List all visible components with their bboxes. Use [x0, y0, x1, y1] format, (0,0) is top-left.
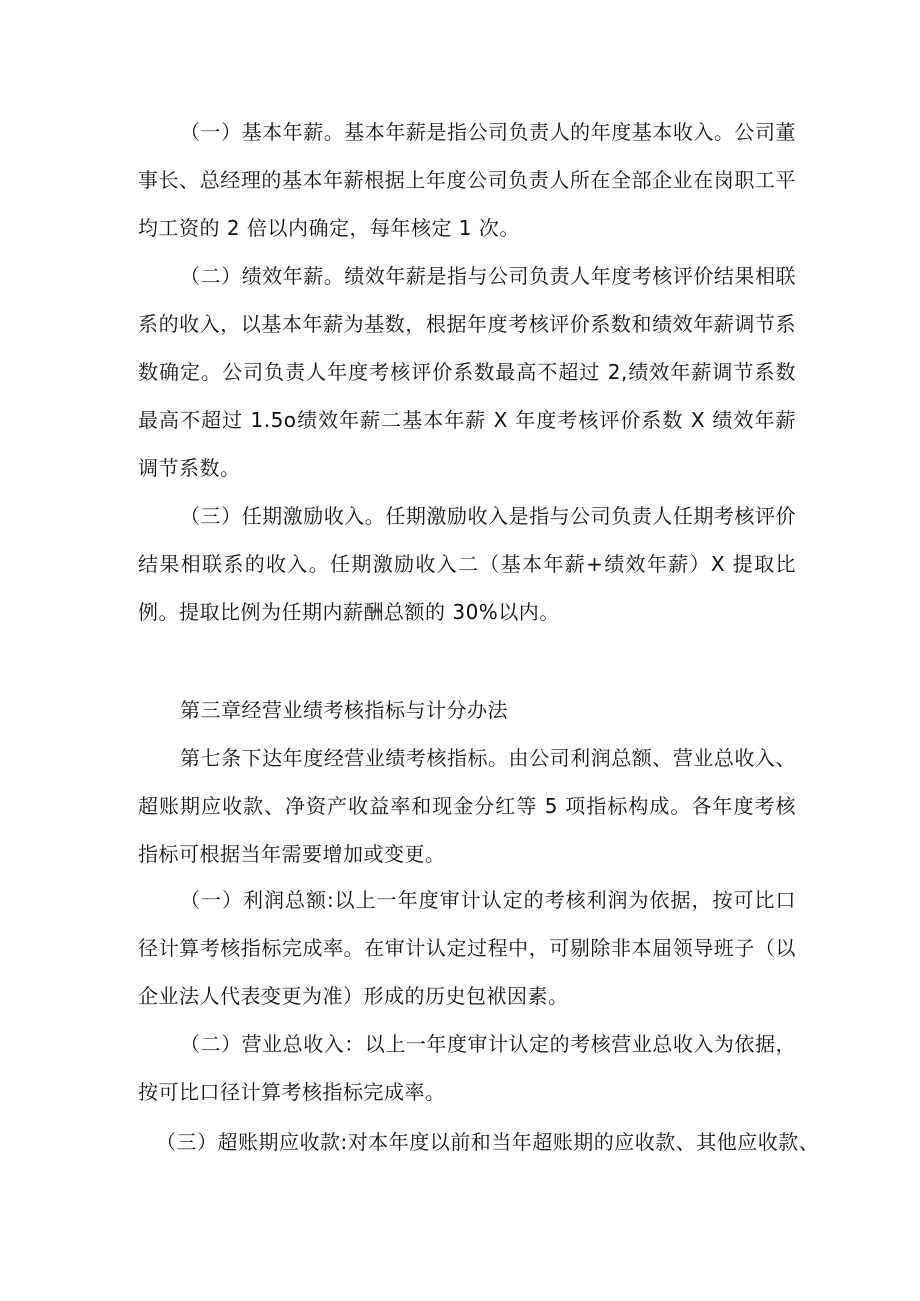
- paragraph-overdue-receivables: （三）超账期应收款:对本年度以前和当年超账期的应收款、其他应收款、: [156, 1130, 820, 1154]
- paragraph-profit-total: （一）利润总额:以上一年度审计认定的考核利润为依据，按可比口径计算考核指标完成率。在审计认定过程中，可剔除非本届领导班子（以企业法人代表变更为准）形成的历史包袱因素。: [138, 888, 796, 1008]
- paragraph-term-incentive: （三）任期激励收入。任期激励收入是指与公司负责人任期考核评价结果相联系的收入。任期激励收入二（基本年薪+绩效年薪）X 提取比例。提取比例为任期内薪酬总额的 30%以内。: [138, 504, 796, 624]
- paragraph-performance-salary: （二）绩效年薪。绩效年薪是指与公司负责人年度考核评价结果相联系的收入，以基本年薪为基数，根据年度考核评价系数和绩效年薪调节系数确定。公司负责人年度考核评价系数最高不超过 2,绩效年薪调节系数最高不超过 1.5o绩效年薪二基本年薪 X 年度考核评价系数 X 绩效年薪调节系数。: [138, 264, 796, 480]
- paragraph-article-7: 第七条下达年度经营业绩考核指标。由公司利润总额、营业总收入、超账期应收款、净资产收益率和现金分红等 5 项指标构成。各年度考核指标可根据当年需要增加或变更。: [138, 746, 796, 866]
- chapter-heading: 第三章经营业绩考核指标与计分办法: [180, 698, 508, 722]
- paragraph-operating-revenue: （二）营业总收入：以上一年度审计认定的考核营业总收入为依据，按可比口径计算考核指标完成率。: [138, 1032, 796, 1104]
- paragraph-basic-salary: （一）基本年薪。基本年薪是指公司负责人的年度基本收入。公司董事长、总经理的基本年薪根据上年度公司负责人所在全部企业在岗职工平均工资的 2 倍以内确定，每年核定 1 次。: [138, 120, 796, 240]
